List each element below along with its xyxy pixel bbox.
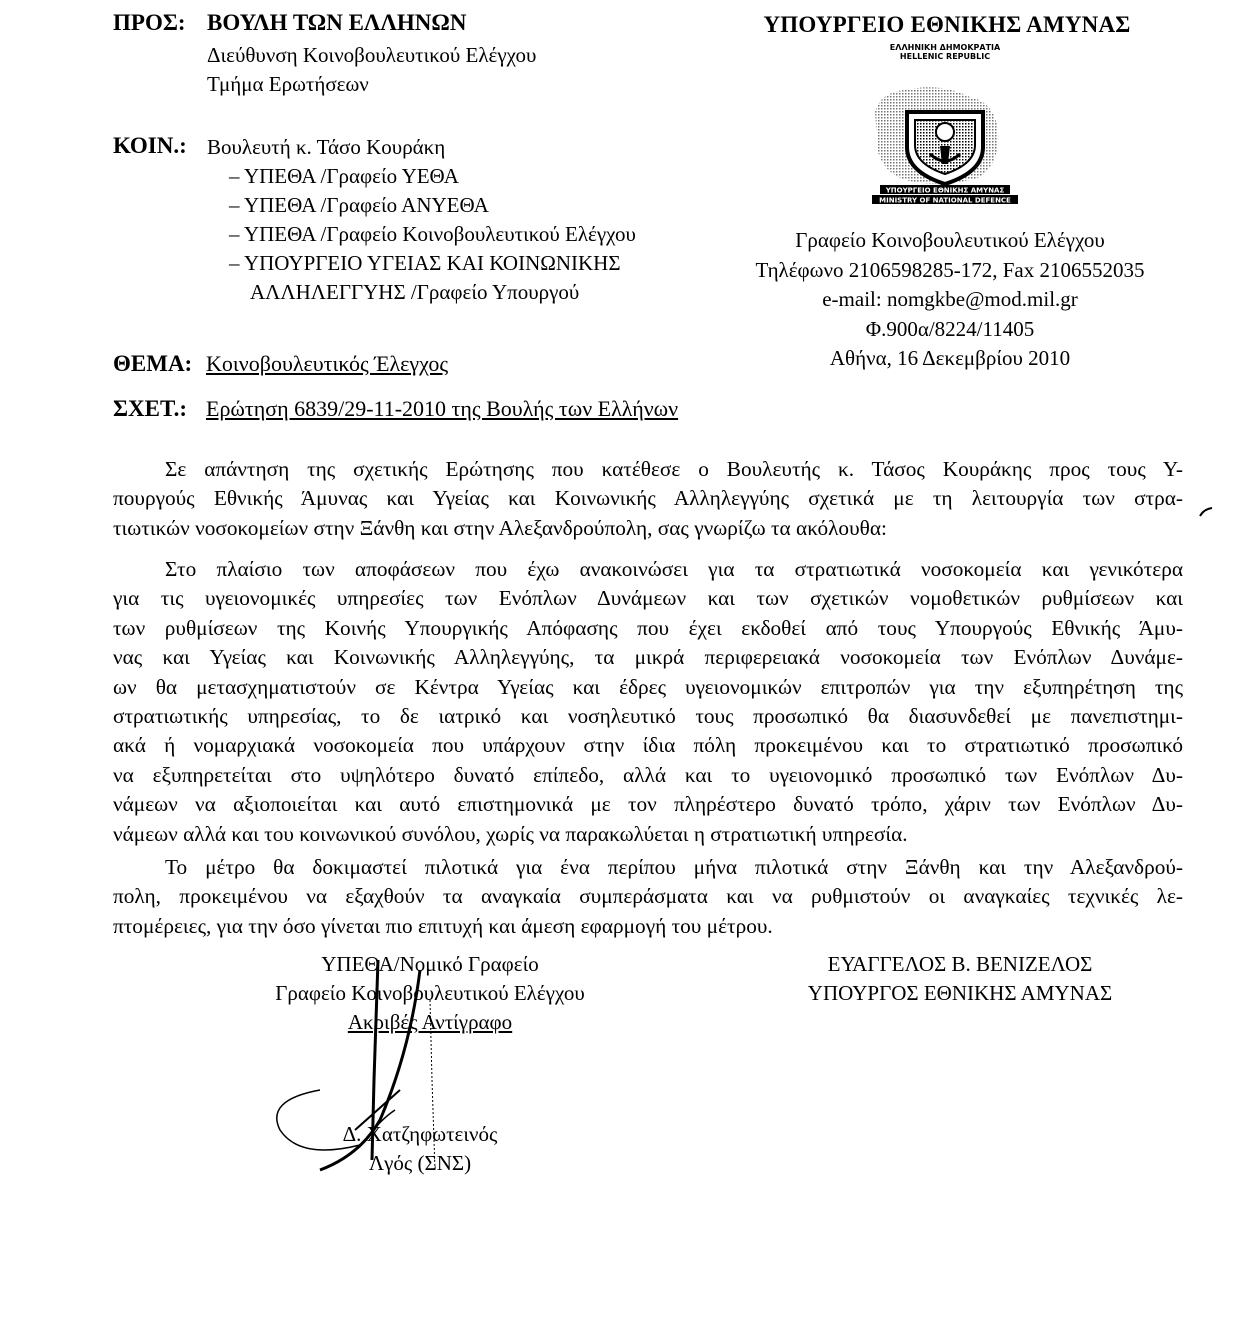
body-line: νας και Υγείας και Κοινωνικής Αλληλεγγύης, τα μικρά περιφερειακά νοσοκομεία των Ενόπλων Δυνάμε- (113, 645, 1183, 670)
body-line: νάμεων να αξιοποιείται και αυτό επιστημονικά με τον πληρέστερο δυνατό τρόπο, χάριν των Ενόπλων Δυ- (113, 792, 1183, 817)
body-line: να εξυπηρετείται στο υψηλότερο δυνατό επίπεδο, αλλά και το υγειονομικό προσωπικό των Ενόπλων Δυ- (113, 762, 1183, 787)
reference-value: Ερώτηση 6839/29-11-2010 της Βουλής των Ελλήνων (206, 396, 679, 421)
body-paragraph-1 (113, 455, 1183, 543)
body-line: ων θα μετασχηματιστούν σε Κέντρα Υγείας και έδρες υγειονομικών επιτροπών για την εξυπηρέτηση της (113, 674, 1183, 699)
body-line: στρατιωτικής υπηρεσίας, το δε ιατρικό και νοσηλευτικό τους προσωπικό θα διασυνδεθεί με πανεπιστημι- (113, 704, 1183, 729)
body-line: τιωτικών νοσοκομείων στην Ξάνθη και στην Αλεξανδρούπολη, σας γνωρίζω τα ακόλουθα: (113, 515, 887, 540)
certifier-rank: Λγός (ΣΝΣ) (368, 1151, 472, 1175)
to-line-directorate: Διεύθυνση Κοινοβουλευτικού Ελέγχου (207, 43, 537, 67)
body-paragraph-3 (113, 853, 1183, 941)
protocol-number: Φ.900α/8224/11405 (865, 316, 1035, 341)
to-recipient: ΒΟΥΛΗ ΤΩΝ ΕΛΛΗΝΩΝ (207, 10, 467, 35)
cc-item: ΑΛΛΗΛΕΓΓΥΗΣ /Γραφείο Υπουργού (250, 280, 580, 304)
body-line: Σε απάντηση της σχετικής Ερώτησης που κατέθεσε ο Βουλευτής κ. Τάσος Κουράκης προς τους Υ- (165, 457, 1183, 481)
contact-office: Γραφείο Κοινοβουλευτικού Ελέγχου (795, 228, 1105, 252)
certifier-name: Δ. Χατζηφωτεινός (342, 1122, 498, 1146)
minister-title: ΥΠΟΥΡΓΟΣ ΕΘΝΙΚΗΣ ΑΜΥΝΑΣ (807, 981, 1113, 1005)
body-line: νάμεων αλλά και του κοινωνικού συνόλου, χωρίς να παρακωλύεται η στρατιωτική υπηρεσία. (113, 821, 908, 846)
to-line-department: Τμήμα Ερωτήσεων (207, 72, 369, 96)
handwritten-signature-icon (260, 960, 520, 1180)
minister-name: ΕΥΑΓΓΕΛΟΣ Β. ΒΕΝΙΖΕΛΟΣ (827, 952, 1093, 976)
certified-copy-label: Ακριβές Αντίγραφο (347, 1010, 513, 1034)
cc-item: – ΥΠΟΥΡΓΕΙΟ ΥΓΕΙΑΣ ΚΑΙ ΚΟΙΝΩΝΙΚΗΣ (229, 251, 621, 275)
subject-label: ΘΕΜΑ: (113, 351, 193, 376)
body-line: πολη, προκειμένου να εξαχθούν τα αναγκαία συμπεράσματα και να ρυθμιστούν οι αναγκαίες τεχνικές λε- (113, 884, 1183, 909)
contact-block (700, 226, 1200, 374)
emblem-top-text-2: HELLENIC REPUBLIC (899, 52, 991, 61)
ministry-crest-icon (860, 42, 1030, 207)
place-date: Αθήνα, 16 Δεκεμβρίου 2010 (829, 346, 1071, 370)
stray-pen-mark-icon (1198, 505, 1214, 517)
body-paragraph-2 (113, 555, 1183, 849)
parliamentary-office-line: Γραφείο Κοινοβουλευτικού Ελέγχου (275, 981, 585, 1005)
cc-item: – ΥΠΕΘΑ /Γραφείο Κοινοβουλευτικού Ελέγχου (229, 222, 636, 246)
emblem-bottom-text-2: MINISTRY OF NATIONAL DEFENCE (879, 196, 1011, 205)
ministry-title: ΥΠΟΥΡΓΕΙΟ ΕΘΝΙΚΗΣ ΑΜΥΝΑΣ (763, 12, 1131, 37)
cc-item: Βουλευτή κ. Τάσο Κουράκη (207, 135, 446, 159)
cc-label: ΚΟΙΝ.: (113, 133, 187, 158)
contact-email[interactable]: e-mail: nomgkbe@mod.mil.gr (822, 287, 1078, 311)
body-line: πτομέρειες, για την όσο γίνεται πιο επιτυχή και άμεση εφαρμογή του μέτρου. (113, 913, 773, 938)
reference-label: ΣΧΕΤ.: (113, 396, 188, 421)
body-line: Το μέτρο θα δοκιμαστεί πιλοτικά για ένα περίπου μήνα πιλοτικά στην Ξάνθη και την Αλεξανδρού- (165, 855, 1183, 879)
minister-signature-block (760, 950, 1160, 1008)
to-recipient-details (207, 41, 536, 99)
legal-office-line: ΥΠΕΘΑ/Νομικό Γραφείο (321, 952, 539, 976)
to-label: ΠΡΟΣ: (113, 10, 186, 35)
emblem-top-text-1: ΕΛΛΗΝΙΚΗ ΔΗΜΟΚΡΑΤΙΑ (889, 43, 1001, 52)
cc-item: – ΥΠΕΘΑ /Γραφείο ΑΝΥΕΘΑ (229, 193, 489, 217)
body-line: ακά ή νομαρχιακά νοσοκομεία που υπάρχουν στην ίδια πόλη προκειμένου και το στρατιωτικό προσωπικό (113, 733, 1183, 758)
subject-value: Κοινοβουλευτικός Έλεγχος (206, 351, 449, 376)
cc-item: – ΥΠΕΘΑ /Γραφείο ΥΕΘΑ (229, 164, 459, 188)
body-line: πουργούς Εθνικής Άμυνας και Υγείας και Κοινωνικής Αλληλεγγύης σχετικά με τη λειτουργία των στρα- (113, 486, 1183, 511)
emblem-bottom-text-1: ΥΠΟΥΡΓΕΙΟ ΕΘΝΙΚΗΣ ΑΜΥΝΑΣ (885, 186, 1005, 195)
cc-list (207, 133, 636, 307)
body-line: Στο πλαίσιο των αποφάσεων που έχω ανακοινώσει για τα στρατιωτικά νοσοκομεία και γενικότερα (165, 557, 1183, 581)
body-line: για τις υγειονομικές υπηρεσίες των Ενόπλων Δυνάμεων και των σχετικών νομοθετικών ρυθμίσεων και (113, 586, 1183, 611)
body-line: των ρυθμίσεων της Κοινής Υπουργικής Απόφασης που έχει εκδοθεί από τους Υπουργούς Εθνικής Άμυ- (113, 615, 1183, 640)
contact-phone-fax: Τηλέφωνο 2106598285-172, Fax 2106552035 (755, 257, 1145, 282)
